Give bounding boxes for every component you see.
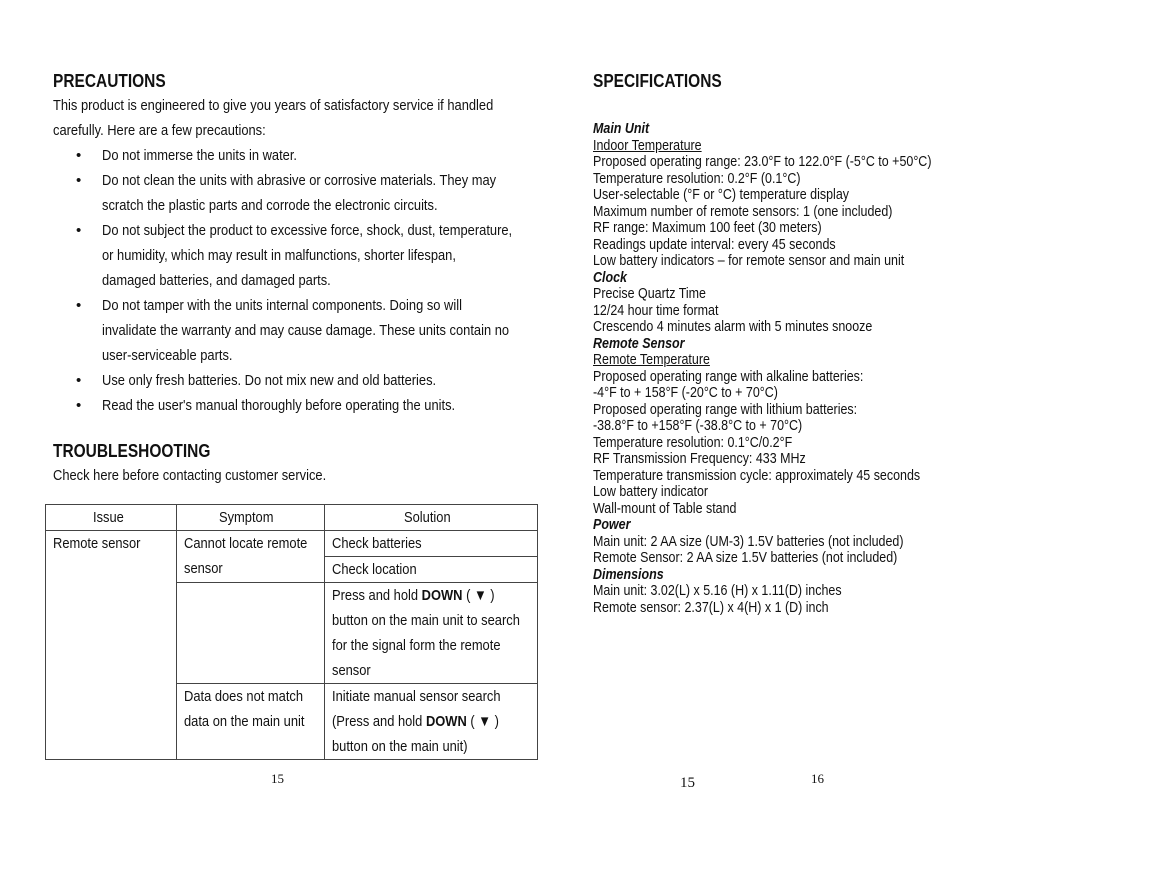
bullet-icon: •	[76, 222, 82, 239]
intro-line-1: This product is engineered to give you years of satisfactory service if handled	[53, 97, 494, 114]
solution-check-location: Check location	[332, 561, 417, 578]
solution-cell-location	[325, 557, 538, 583]
symptom1-line2: sensor	[184, 560, 223, 577]
spec-line: Low battery indicator	[593, 484, 709, 500]
precautions-intro	[53, 93, 565, 143]
spec-line: -38.8°F to +158°F (-38.8°C to + 70°C)	[593, 418, 803, 434]
spec-line: Proposed operating range with alkaline batteries:	[593, 368, 864, 385]
spec-line: Main unit: 2 AA size (UM-3) 1.5V batteries (not included)	[593, 533, 904, 550]
spec-line: Temperature transmission cycle: approximately 45 seconds	[593, 467, 921, 484]
solution-press-line2: button on the main unit to search	[332, 612, 520, 629]
spec-section-label: Indoor Temperature	[593, 137, 702, 154]
bullet-icon: •	[76, 297, 82, 314]
spec-line: Temperature resolution: 0.1°C/0.2°F	[593, 434, 793, 451]
solution-press-line4: sensor	[332, 662, 371, 679]
page-number-right: 16	[811, 771, 824, 786]
spec-line: Readings update interval: every 45 seconds	[593, 236, 836, 253]
spec-line: -4°F to + 158°F (-20°C to + 70°C)	[593, 385, 778, 401]
bullet-text-line: user-serviceable parts.	[102, 347, 233, 364]
solution-press-line3: for the signal form the remote	[332, 637, 501, 654]
solution-cell-manual	[325, 684, 538, 760]
issue-text: Remote sensor	[53, 535, 141, 552]
spec-line: Precise Quartz Time	[593, 286, 706, 302]
issue-cell	[46, 531, 177, 760]
spec-line: Main unit: 3.02(L) x 5.16 (H) x 1.11(D) inches	[593, 583, 842, 599]
solution-manual-line3: button on the main unit)	[332, 738, 468, 755]
table-header-row	[46, 505, 538, 531]
manual-pre: (Press and hold	[332, 713, 426, 730]
spec-subheading: Power	[593, 517, 631, 533]
troubleshooting-table	[45, 504, 538, 760]
symptom-cell-1	[177, 531, 325, 583]
bullet-icon: •	[76, 397, 82, 414]
spec-line: Proposed operating range: 23.0°F to 122.0°F (-5°C to +50°C)	[593, 154, 932, 170]
bullet-text-line: or humidity, which may result in malfunctions, shorter lifespan,	[102, 247, 456, 264]
press-pre: Press and hold	[332, 587, 422, 604]
symptom2-line1: Data does not match	[184, 688, 304, 705]
troubleshooting-intro-text: Check here before contacting customer service.	[53, 467, 327, 484]
list-item	[76, 143, 579, 168]
bullet-icon: •	[76, 372, 82, 389]
header-issue	[46, 505, 177, 531]
specifications-heading	[593, 71, 743, 92]
solution-manual-line2	[332, 709, 499, 734]
header-symptom-text: Symptom	[218, 509, 274, 526]
spec-section-label: Remote Temperature	[593, 352, 710, 368]
spec-line: RF range: Maximum 100 feet (30 meters)	[593, 220, 822, 236]
bullet-text-line: Read the user's manual thoroughly before operating the units.	[102, 397, 456, 414]
precautions-title: PRECAUTIONS	[53, 71, 166, 91]
spec-subheading: Remote Sensor	[593, 335, 685, 352]
spec-line: User-selectable (°F or °C) temperature display	[593, 187, 849, 203]
bullet-icon: •	[76, 172, 82, 189]
bullet-text-line: invalidate the warranty and may cause damage. These units contain no	[102, 322, 510, 339]
spec-line: Remote Sensor: 2 AA size 1.5V batteries (not included)	[593, 550, 898, 566]
bullet-text-line: Do not subject the product to excessive force, shock, dust, temperature,	[102, 222, 513, 239]
bullet-text-line: Do not immerse the units in water.	[102, 147, 298, 164]
troubleshooting-intro	[53, 463, 371, 488]
precautions-list	[76, 143, 579, 418]
down-key-label-2: DOWN	[425, 713, 467, 730]
table-row	[46, 531, 538, 557]
solution-press-line1	[332, 583, 495, 608]
spec-subheading: Main Unit	[593, 121, 650, 137]
spec-subheading: Dimensions	[593, 566, 664, 583]
bullet-text-line: damaged batteries, and damaged parts.	[102, 272, 331, 289]
page-number-center: 15	[680, 775, 695, 791]
bullet-text-line: scratch the plastic parts and corrode the electronic circuits.	[102, 197, 438, 214]
symptom-cell-empty	[177, 583, 325, 684]
spec-line: Temperature resolution: 0.2°F (0.1°C)	[593, 170, 801, 187]
symptom2-line2: data on the main unit	[184, 713, 305, 730]
spec-line: Maximum number of remote sensors: 1 (one included)	[593, 203, 893, 220]
page-number-left: 15	[271, 771, 284, 786]
list-item	[76, 168, 579, 218]
header-solution-text: Solution	[403, 509, 451, 526]
list-item	[76, 293, 579, 368]
solution-check-batteries: Check batteries	[332, 535, 422, 552]
specifications-list	[593, 121, 1113, 616]
troubleshooting-heading	[53, 441, 236, 462]
spec-line: Remote sensor: 2.37(L) x 4(H) x 1 (D) inch	[593, 599, 829, 616]
solution-manual-line1: Initiate manual sensor search	[332, 688, 501, 705]
spec-line: Low battery indicators – for remote sensor and main unit	[593, 253, 905, 269]
header-solution	[325, 505, 538, 531]
list-item	[76, 393, 579, 418]
precautions-heading	[53, 71, 184, 92]
symptom-cell-2	[177, 684, 325, 760]
symptom1-line1: Cannot locate remote	[184, 535, 308, 552]
bullet-text-line: Do not tamper with the units internal components. Doing so will	[102, 297, 462, 314]
bullet-icon: •	[76, 147, 82, 164]
specifications-title: SPECIFICATIONS	[593, 71, 722, 91]
troubleshooting-title: TROUBLESHOOTING	[53, 441, 211, 461]
down-arrow-icon-2: ( ▼ )	[466, 713, 499, 730]
spec-line: RF Transmission Frequency: 433 MHz	[593, 451, 806, 467]
header-issue-text: Issue	[93, 509, 124, 526]
spec-line: Crescendo 4 minutes alarm with 5 minutes snooze	[593, 319, 873, 335]
intro-line-2: carefully. Here are a few precautions:	[53, 122, 266, 139]
bullet-text-line: Use only fresh batteries. Do not mix new and old batteries.	[102, 372, 437, 389]
down-arrow-icon: ( ▼ )	[462, 587, 495, 604]
bullet-text-line: Do not clean the units with abrasive or corrosive materials. They may	[102, 172, 497, 189]
spec-line: Proposed operating range with lithium batteries:	[593, 401, 858, 418]
spec-subheading: Clock	[593, 269, 627, 286]
spec-line: 12/24 hour time format	[593, 302, 719, 319]
solution-cell-press	[325, 583, 538, 684]
spec-line: Wall-mount of Table stand	[593, 500, 737, 517]
solution-cell-batteries	[325, 531, 538, 557]
list-item	[76, 218, 579, 293]
header-symptom	[177, 505, 325, 531]
down-key-label: DOWN	[421, 587, 463, 604]
list-item	[76, 368, 579, 393]
